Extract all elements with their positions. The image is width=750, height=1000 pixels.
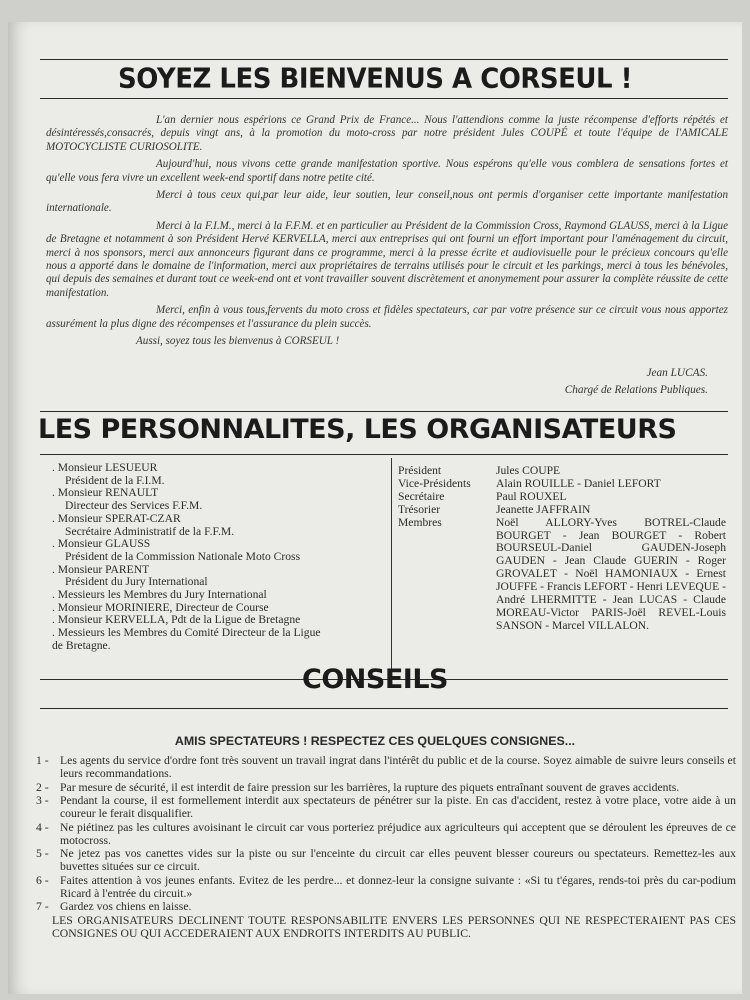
organisateur-names: Alain ROUILLE - Daniel LEFORT [496,476,661,490]
consigne-text: Ne jetez pas vos canettes vides sur la piste ou sur l'enceinte du circuit car elles peuvent blesser coureurs ou spectateurs. Remettez-les aux buvettes situées sur ce circuit. [60,847,736,873]
consigne-item [36,874,736,900]
column-divider [391,458,392,675]
consigne-number: 6 - [36,873,49,887]
welcome-paragraph: Merci, enfin à vous tous,fervents du moto cross et fidèles spectateurs, car par votre présence sur ce circuit vous nous apportez assurément la plus digne des récompenses et l'assurance du plein succès. [46,304,728,330]
consigne-text: Les agents du service d'ordre font très souvent un travail ingrat dans l'intérêt du public et de la course. Soyez aimable de suivre leurs conseils et leurs recommandations. [60,754,736,780]
consigne-number: 4 - [36,820,49,834]
conseils-title-rule [40,708,728,709]
consigne-number: 2 - [36,780,49,794]
welcome-text [46,114,728,353]
consigne-item [36,781,736,794]
program-page [8,22,742,994]
personnalite-line: Président de la F.I.M. [65,473,165,487]
personnalite-line: . Monsieur SPERAT-CZAR [52,511,181,525]
consigne-number: 7 - [36,900,49,913]
consigne-number: 3 - [36,794,49,807]
personnalite-line: Secrétaire Administratif de la F.F.M. [65,524,235,538]
consigne-text: Ne piétinez pas les cultures avoisinant le circuit car vous porteriez préjudice aux agriculteurs qui acceptent que se déroulent les épreuves de ce motocross. [60,820,736,847]
personnalites-title: LES PERSONNALITES, LES ORGANISATEURS [38,414,677,445]
personnalites-top-rule [40,411,728,412]
consigne-number: 5 - [36,847,49,860]
signature-name: Jean LUCAS. [646,367,708,379]
welcome-paragraph: Aujourd'hui, nous vivons cette grande manifestation sportive. Nous espérons qu'elle vous comblera de sensations fortes et qu'elle vous fera vivre un excellent week-end sportif dans notre petite cité. [46,158,728,184]
consignes-heading: AMIS SPECTATEURS ! RESPECTEZ CES QUELQUES CONSIGNES... [174,734,576,748]
organisateur-row [398,465,726,478]
personnalite-line: Directeur des Services F.F.M. [65,499,203,513]
organisateur-role: Vice-Présidents [398,476,471,490]
consignes-list [36,754,736,940]
signature-role: Chargé de Relations Publiques. [564,384,708,396]
personnalite-line: . Monsieur KERVELLA, Pdt de la Ligue de Bretagne [52,613,301,627]
consigne-item [36,847,736,873]
organisateur-role: Trésorier [398,502,441,516]
organisateur-names: Paul ROUXEL [496,489,567,503]
welcome-title: SOYEZ LES BIENVENUS A CORSEUL ! [118,63,632,95]
organisateur-role: Secrétaire [398,489,445,503]
consigne-item [36,900,736,913]
organisateur-row [398,491,726,504]
welcome-title-rule [40,98,728,99]
consigne-item [36,754,736,780]
consigne-number: 1 - [36,754,49,767]
organisateur-role: Président [398,464,442,477]
personnalites-title-rule [40,454,728,455]
personnalite-line: . Monsieur PARENT [52,562,150,576]
organisateur-row [398,504,726,517]
conseils-title: CONSEILS [302,664,448,695]
organisateur-row [398,478,726,491]
personnalite-line: . Monsieur MORINIERE, Directeur de Course [52,600,269,614]
personnalite-line: Président du Jury International [65,575,208,589]
organisateur-names: Noël ALLORY-Yves BOTREL-Claude BOURGET - Jean BOURGET - Robert BOURSEUL-Daniel GAUDEN-Joseph GAUDEN - Jean Claude GUERIN - Roger GROVALET - Noël HAMONIAUX - Ernest JOUFFE - Francis LEFORT - Henri LEVEQUE - André LHERMITTE - Jean LUCAS - Claude MOREAU-Victor PARIS-Joël REVEL-Louis SANSON - Marcel VILLALON. [496,515,726,632]
welcome-paragraph: L'an dernier nous espérions ce Grand Prix de France... Nous l'attendions comme la juste récompense d'efforts répétés et désintéressés,consacrés, depuis vingt ans, à la promotion du moto-cross par notre président Jules COUPÉ et toute l'équipe de l'AMICALE MOTOCYCLISTE CURIOSOLITE. [46,114,728,153]
organisateur-names: Jules COUPE [496,464,561,477]
consigne-item [36,821,736,847]
personnalite-line: . Messieurs les Membres du Comité Directeur de la Ligue [52,626,321,640]
organisateur-names: Jeanette JAFFRAIN [496,502,591,516]
consigne-item [36,794,736,820]
organisateur-row [398,517,726,633]
consigne-text: Gardez vos chiens en laisse. [60,900,192,913]
personnalite-line: . Messieurs les Membres du Jury International [52,588,267,602]
welcome-paragraph: Merci à tous ceux qui,par leur aide, leur soutien, leur conseil,nous ont permis d'organiser cette importante manifestation internationale. [46,189,728,215]
welcome-closing: Aussi, soyez tous les bienvenus à CORSEUL ! [136,335,340,348]
personnalite-line: . Monsieur LESUEUR [52,461,158,474]
personnalites-list [52,462,382,653]
consigne-text: Par mesure de sécurité, il est interdit de faire pression sur les barrières, la rupture des piquets entraînant souvent de graves accidents. [60,780,680,794]
personnalite-line: Président de la Commission Nationale Moto Cross [65,549,301,563]
personnalite-line: . Monsieur RENAULT [52,486,159,500]
personnalite-line: de Bretagne. [52,638,111,652]
signature [565,365,708,399]
consigne-text: Faites attention à vos jeunes enfants. Evitez de les perdre... et donnez-leur la consigne suivante : «Si tu t'égares, rends-toi près du car-podium Ricard à l'entrée du circuit.» [60,873,736,900]
disclaimer: LES ORGANISATEURS DECLINENT TOUTE RESPONSABILITE ENVERS LES PERSONNES QUI NE RESPECTERAIENT PAS CES CONSIGNES OU QUI ACCEDERAIENT AUX ENDROITS INTERDITS AU PUBLIC. [52,913,736,940]
welcome-paragraph: Merci à la F.I.M., merci à la F.F.M. et en particulier au Président de la Commission Cross, Raymond GLAUSS, merci à la Ligue de Bretagne et notamment à son Président Hervé KERVELLA, merci aux entreprises qui ont fourni un effort important pour l'aménagement du circuit, merci à nos sponsors, merci aux annonceurs figurant dans ce programme, merci à la presse écrite et audiovisuelle pour le précieux concours qu'elle nous a apporté dans le domaine de l'information, merci aux propriétaires de terrains utilisés pour le circuit et les parkings, merci à tous les bénévoles, qui depuis des semaines et durant tout ce week-end ont et vont travailler souvent discrètement et anonymement pour assurer la complète réussite de cette manifestation. [46,219,728,299]
personnalite-line: . Monsieur GLAUSS [52,537,151,551]
consigne-text: Pendant la course, il est formellement interdit aux spectateurs de pénétrer sur la piste. En cas d'accident, restez à votre place, votre aide à un coureur le ferait disqualifier. [60,794,736,820]
organisateurs-list [398,465,726,633]
organisateur-role: Membres [398,515,442,529]
top-rule [40,59,728,60]
